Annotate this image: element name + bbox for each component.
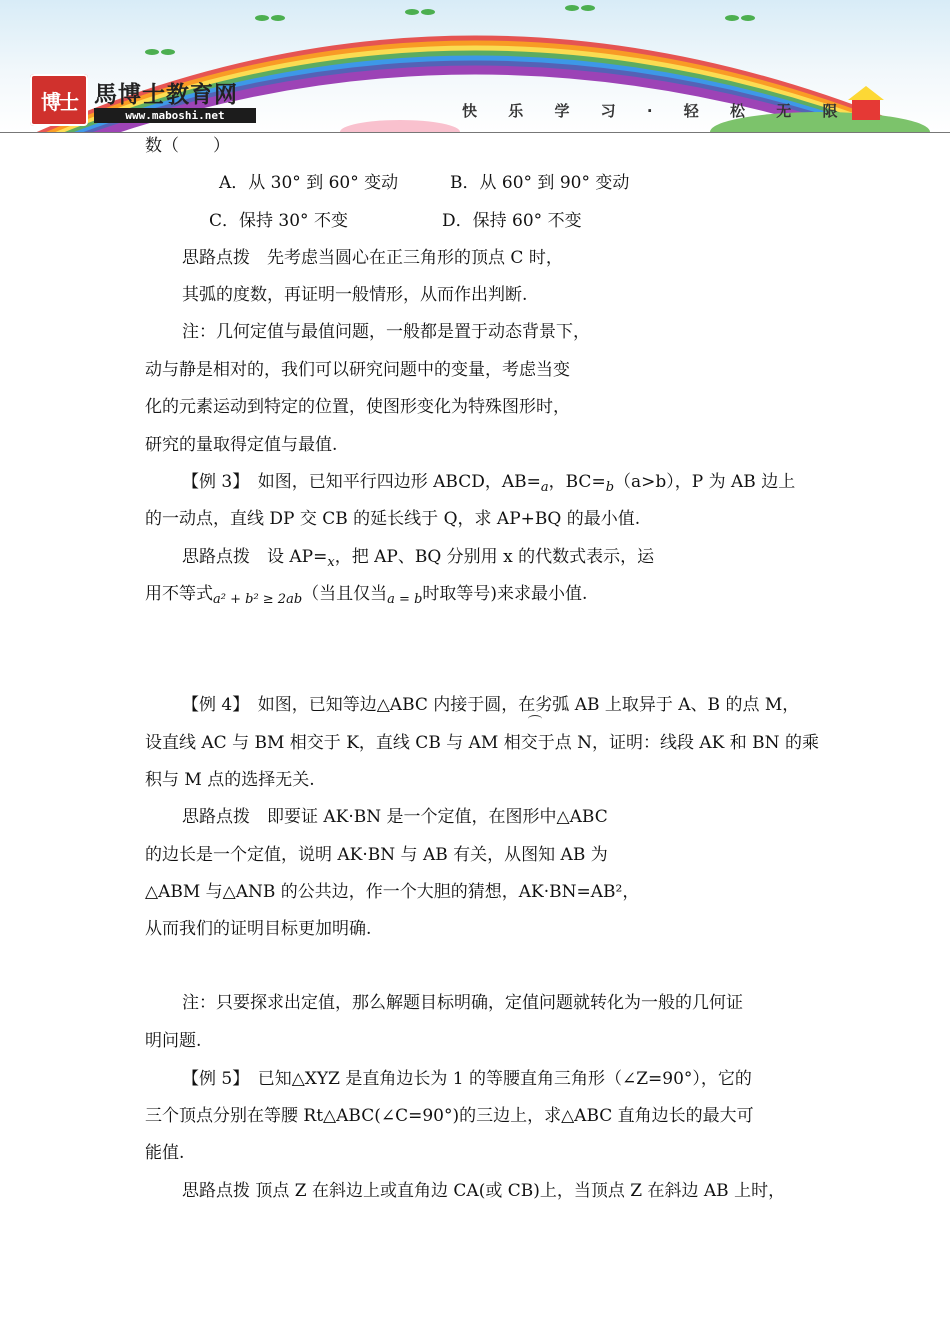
math-equality: a = b: [387, 592, 423, 607]
text-line: 动与静是相对的，我们可以研究问题中的变量，考虑当变: [145, 360, 570, 380]
text-line: 能值.: [145, 1143, 185, 1163]
text-line: [145, 583, 587, 611]
text-span: 时取等号)来求最小值.: [422, 584, 588, 604]
text-span: 用不等式: [145, 584, 213, 604]
text-line: 注：几何定值与最值问题，一般都是置于动态背景下，: [182, 322, 590, 342]
logo-mark: 博士: [30, 74, 88, 126]
text-line: 设直线 AC 与 BM 相交于 K，直线 CB 与 AM 相交于点 N，证明：线段 AK 和 BN 的乘: [145, 733, 819, 753]
header-divider: [0, 132, 950, 133]
slogan: 快 乐 学 习 · 轻 松 无 限: [462, 102, 851, 120]
text-span: ，BC=: [548, 472, 606, 492]
math-b: b: [605, 480, 615, 495]
header-banner: [0, 0, 950, 132]
text-line: 化的元素运动到特定的位置，使图形变化为特殊图形时，: [145, 397, 570, 417]
text-span: 思路点拨 设 AP=: [182, 547, 328, 567]
text-line: 的边长是一个定值，说明 AK·BN 与 AB 有关，从图知 AB 为: [145, 845, 608, 865]
text-line: 研究的量取得定值与最值.: [145, 435, 338, 455]
text-span: （当且仅当: [302, 584, 388, 604]
text-line: [182, 546, 654, 574]
text-span: 【例 3】 如图，已知平行四边形 ABCD，AB=: [182, 472, 541, 492]
example-5-heading: 【例 5】 已知△XYZ 是直角边长为 1 的等腰直角三角形（∠Z=90°），它的: [182, 1069, 752, 1089]
text-line: 思路点拨 即要证 AK·BN 是一个定值，在图形中△ABC: [182, 807, 608, 827]
text-span: ，P 为 AB 边上: [674, 472, 796, 492]
example-4-heading: 【例 4】 如图，已知等边△ABC 内接于圆，在劣弧 AB 上取异于 A、B 的点 M，: [182, 695, 800, 715]
text-line: 明问题.: [145, 1031, 202, 1051]
brand-name: 馬博士教育网: [94, 82, 238, 108]
option-a: A．从 30° 到 60° 变动: [219, 173, 399, 193]
text-line: 思路点拨 先考虑当圆心在正三角形的顶点 C 时，: [182, 248, 563, 268]
option-d: D．保持 60° 不变: [442, 211, 582, 231]
text-line: △ABM 与△ANB 的公共边，作一个大胆的猜想，AK·BN=AB²，: [145, 882, 640, 902]
text-line: 的一动点，直线 DP 交 CB 的延长线于 Q，求 AP+BQ 的最小值.: [145, 509, 641, 529]
example-3-heading: [182, 471, 795, 499]
arc-symbol: [528, 715, 542, 723]
text-line: 其弧的度数，再证明一般情形，从而作出判断.: [182, 285, 528, 305]
text-line: 注：只要探求出定值，那么解题目标明确，定值问题就转化为一般的几何证: [182, 993, 743, 1013]
text-span: ，把 AP、BQ 分别用 x 的代数式表示，运: [334, 547, 655, 567]
text-line: 从而我们的证明目标更加明确.: [145, 919, 372, 939]
math-inequality: a² + b² ≥ 2ab: [213, 592, 303, 607]
math-a: a: [540, 480, 549, 495]
text-line: 三个顶点分别在等腰 Rt△ABC(∠C=90°)的三边上，求△ABC 直角边长的最大可: [145, 1106, 754, 1126]
brand-url: www.maboshi.net: [94, 108, 256, 123]
math-x: x: [327, 555, 335, 570]
option-b: B．从 60° 到 90° 变动: [450, 173, 630, 193]
text-line: 积与 M 点的选择无关.: [145, 770, 315, 790]
option-c: C．保持 30° 不变: [209, 211, 348, 231]
text-line: 数（ ）: [145, 136, 230, 156]
math-condition: （a>b）: [614, 472, 675, 492]
text-line: 思路点拨 顶点 Z 在斜边上或直角边 CA(或 CB)上，当顶点 Z 在斜边 AB 上时，: [182, 1181, 786, 1201]
